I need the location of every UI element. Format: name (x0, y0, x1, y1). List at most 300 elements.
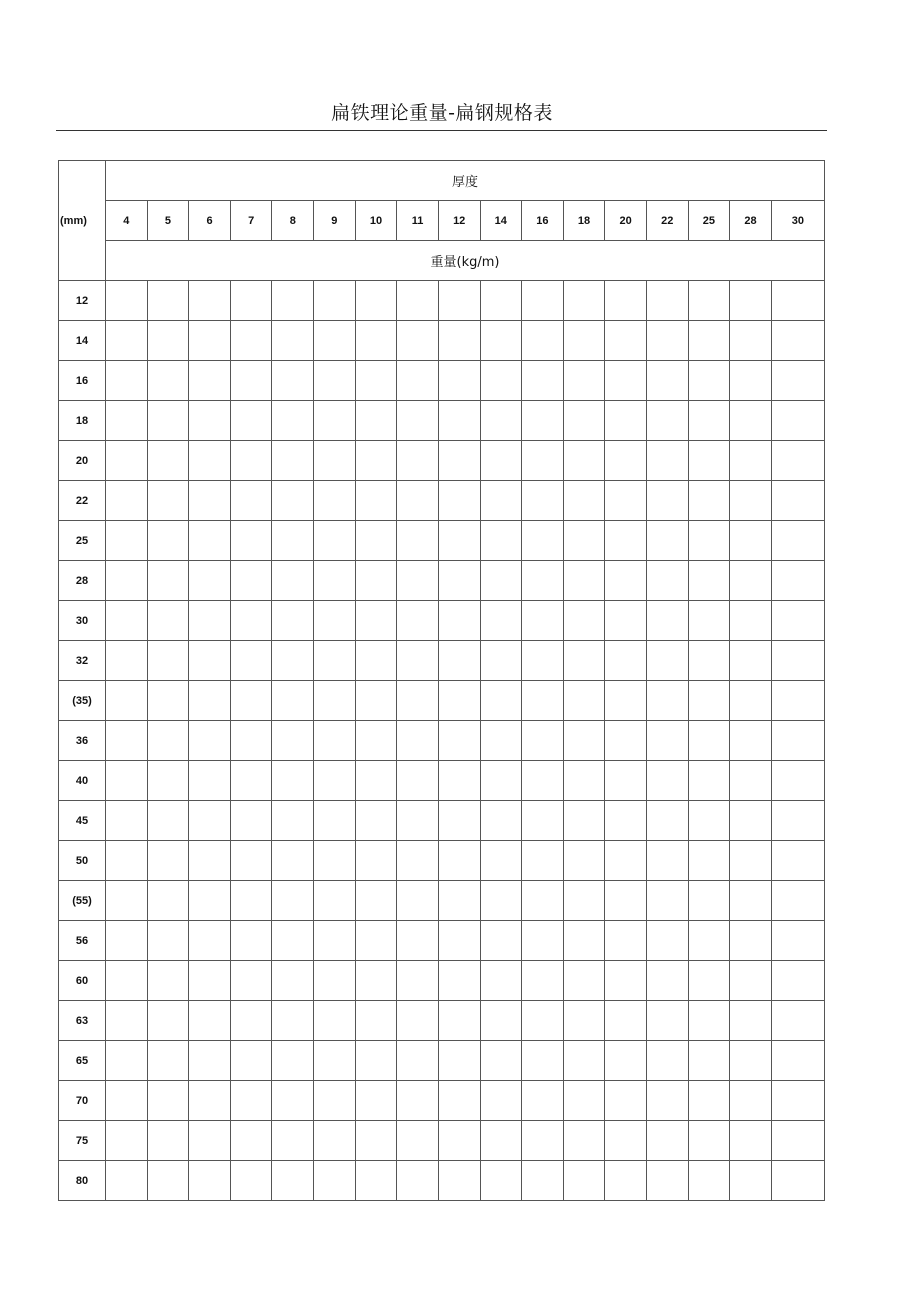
weight-value-cell (314, 761, 356, 801)
weight-value-cell (646, 801, 688, 841)
weight-value-cell (646, 321, 688, 361)
weight-value-cell (605, 641, 647, 681)
weight-value-cell (646, 681, 688, 721)
weight-value-cell (771, 561, 824, 601)
weight-value-cell (646, 1121, 688, 1161)
weight-value-cell (189, 1081, 231, 1121)
table-row (59, 601, 825, 641)
weight-value-cell (563, 401, 605, 441)
weight-value-cell (438, 761, 480, 801)
weight-value-cell (771, 721, 824, 761)
weight-value-cell (730, 801, 772, 841)
weight-value-cell (230, 681, 272, 721)
width-row-header: 56 (59, 921, 106, 961)
weight-value-cell (106, 561, 148, 601)
weight-value-cell (688, 761, 730, 801)
weight-group-header: 重量(kg/m) (106, 241, 825, 281)
weight-value-cell (771, 761, 824, 801)
weight-value-cell (272, 1081, 314, 1121)
weight-value-cell (563, 361, 605, 401)
weight-value-cell (397, 801, 439, 841)
weight-value-cell (397, 521, 439, 561)
weight-value-cell (230, 801, 272, 841)
width-row-header: 16 (59, 361, 106, 401)
width-row-header: 80 (59, 1161, 106, 1201)
weight-value-cell (688, 281, 730, 321)
title-underline (56, 130, 827, 131)
weight-value-cell (314, 1041, 356, 1081)
weight-value-cell (147, 841, 189, 881)
weight-value-cell (646, 961, 688, 1001)
weight-value-cell (771, 601, 824, 641)
width-row-header: 14 (59, 321, 106, 361)
weight-value-cell (438, 481, 480, 521)
weight-value-cell (771, 321, 824, 361)
thickness-header-cell: 28 (730, 201, 772, 241)
weight-value-cell (688, 361, 730, 401)
weight-value-cell (480, 281, 522, 321)
weight-value-cell (688, 681, 730, 721)
weight-value-cell (189, 1001, 231, 1041)
weight-value-cell (688, 1081, 730, 1121)
weight-value-cell (522, 481, 564, 521)
weight-value-cell (147, 961, 189, 1001)
weight-value-cell (480, 801, 522, 841)
weight-value-cell (646, 1001, 688, 1041)
width-row-header: 70 (59, 1081, 106, 1121)
weight-value-cell (272, 601, 314, 641)
weight-value-cell (230, 1001, 272, 1041)
weight-value-cell (147, 441, 189, 481)
weight-value-cell (397, 481, 439, 521)
weight-value-cell (522, 841, 564, 881)
thickness-header-cell: 11 (397, 201, 439, 241)
weight-value-cell (771, 1161, 824, 1201)
weight-value-cell (605, 481, 647, 521)
weight-value-cell (605, 321, 647, 361)
weight-value-cell (230, 841, 272, 881)
weight-value-cell (522, 401, 564, 441)
weight-value-cell (106, 681, 148, 721)
weight-value-cell (438, 641, 480, 681)
weight-value-cell (563, 601, 605, 641)
weight-value-cell (355, 441, 397, 481)
weight-value-cell (771, 1081, 824, 1121)
weight-value-cell (605, 281, 647, 321)
weight-value-cell (314, 1161, 356, 1201)
weight-value-cell (522, 521, 564, 561)
weight-value-cell (189, 481, 231, 521)
weight-value-cell (189, 921, 231, 961)
weight-value-cell (522, 601, 564, 641)
weight-value-cell (314, 961, 356, 1001)
weight-value-cell (147, 681, 189, 721)
width-row-header: 30 (59, 601, 106, 641)
weight-value-cell (771, 281, 824, 321)
table-row (59, 681, 825, 721)
weight-value-cell (771, 961, 824, 1001)
weight-value-cell (438, 321, 480, 361)
weight-value-cell (272, 521, 314, 561)
weight-value-cell (314, 921, 356, 961)
weight-value-cell (438, 1081, 480, 1121)
weight-value-cell (355, 961, 397, 1001)
thickness-group-header: 厚度 (106, 161, 825, 201)
spec-table (58, 160, 825, 1201)
weight-value-cell (397, 1001, 439, 1041)
weight-value-cell (480, 881, 522, 921)
weight-value-cell (189, 1161, 231, 1201)
weight-value-cell (563, 321, 605, 361)
weight-value-cell (272, 1041, 314, 1081)
weight-value-cell (605, 761, 647, 801)
weight-value-cell (438, 921, 480, 961)
weight-value-cell (230, 1081, 272, 1121)
weight-value-cell (688, 881, 730, 921)
weight-value-cell (730, 881, 772, 921)
weight-value-cell (314, 321, 356, 361)
weight-value-cell (189, 561, 231, 601)
weight-value-cell (314, 361, 356, 401)
weight-value-cell (272, 401, 314, 441)
thickness-header-cell: 14 (480, 201, 522, 241)
weight-value-cell (147, 1081, 189, 1121)
weight-value-cell (230, 601, 272, 641)
weight-value-cell (522, 1081, 564, 1121)
weight-value-cell (189, 681, 231, 721)
weight-value-cell (730, 1041, 772, 1081)
weight-value-cell (771, 641, 824, 681)
width-row-header: 32 (59, 641, 106, 681)
weight-value-cell (314, 841, 356, 881)
weight-value-cell (397, 721, 439, 761)
weight-value-cell (563, 721, 605, 761)
weight-value-cell (771, 401, 824, 441)
weight-value-cell (688, 601, 730, 641)
weight-value-cell (397, 561, 439, 601)
weight-value-cell (147, 321, 189, 361)
weight-value-cell (106, 961, 148, 1001)
weight-value-cell (480, 401, 522, 441)
weight-value-cell (355, 361, 397, 401)
weight-value-cell (147, 601, 189, 641)
weight-value-cell (397, 1121, 439, 1161)
weight-value-cell (438, 521, 480, 561)
weight-value-cell (106, 1041, 148, 1081)
weight-value-cell (480, 1081, 522, 1121)
table-row (59, 361, 825, 401)
thickness-header-cell: 6 (189, 201, 231, 241)
weight-value-cell (147, 1121, 189, 1161)
weight-value-cell (480, 441, 522, 481)
weight-value-cell (314, 561, 356, 601)
thickness-header-cell: 10 (355, 201, 397, 241)
weight-value-cell (438, 361, 480, 401)
weight-value-cell (646, 521, 688, 561)
weight-value-cell (438, 1121, 480, 1161)
weight-value-cell (563, 681, 605, 721)
weight-value-cell (272, 321, 314, 361)
weight-value-cell (522, 321, 564, 361)
weight-value-cell (522, 1041, 564, 1081)
weight-value-cell (272, 841, 314, 881)
weight-value-cell (646, 561, 688, 601)
weight-value-cell (438, 1001, 480, 1041)
weight-value-cell (314, 521, 356, 561)
width-row-header: 50 (59, 841, 106, 881)
weight-value-cell (730, 681, 772, 721)
table-row (59, 321, 825, 361)
weight-value-cell (480, 961, 522, 1001)
weight-value-cell (605, 361, 647, 401)
weight-value-cell (646, 1081, 688, 1121)
weight-value-cell (355, 561, 397, 601)
weight-value-cell (771, 361, 824, 401)
table-row (59, 1161, 825, 1201)
weight-value-cell (730, 361, 772, 401)
weight-value-cell (771, 1121, 824, 1161)
weight-value-cell (522, 561, 564, 601)
weight-value-cell (730, 1001, 772, 1041)
weight-value-cell (106, 1081, 148, 1121)
weight-value-cell (355, 601, 397, 641)
weight-value-cell (147, 401, 189, 441)
weight-value-cell (688, 961, 730, 1001)
thickness-header-cell: 16 (522, 201, 564, 241)
weight-value-cell (646, 721, 688, 761)
weight-value-cell (397, 761, 439, 801)
weight-value-cell (106, 801, 148, 841)
weight-value-cell (230, 441, 272, 481)
weight-value-cell (230, 761, 272, 801)
weight-value-cell (646, 921, 688, 961)
weight-value-cell (189, 1121, 231, 1161)
weight-value-cell (397, 1041, 439, 1081)
weight-value-cell (522, 1001, 564, 1041)
weight-value-cell (563, 441, 605, 481)
weight-value-cell (688, 561, 730, 601)
weight-value-cell (438, 441, 480, 481)
weight-value-cell (314, 641, 356, 681)
weight-value-cell (147, 721, 189, 761)
weight-value-cell (272, 641, 314, 681)
weight-value-cell (272, 961, 314, 1001)
weight-value-cell (355, 921, 397, 961)
weight-value-cell (605, 561, 647, 601)
weight-value-cell (438, 561, 480, 601)
weight-value-cell (397, 601, 439, 641)
weight-value-cell (147, 1041, 189, 1081)
thickness-header-cell: 12 (438, 201, 480, 241)
weight-value-cell (189, 601, 231, 641)
weight-value-cell (730, 521, 772, 561)
table-row (59, 921, 825, 961)
weight-value-cell (563, 841, 605, 881)
weight-value-cell (438, 881, 480, 921)
weight-value-cell (563, 1001, 605, 1041)
weight-value-cell (397, 281, 439, 321)
weight-value-cell (771, 1041, 824, 1081)
weight-value-cell (480, 841, 522, 881)
table-row (59, 641, 825, 681)
weight-value-cell (522, 1161, 564, 1201)
weight-value-cell (397, 441, 439, 481)
weight-value-cell (522, 961, 564, 1001)
weight-value-cell (272, 1001, 314, 1041)
weight-value-cell (771, 521, 824, 561)
thickness-header-cell: 5 (147, 201, 189, 241)
weight-value-cell (730, 761, 772, 801)
weight-value-cell (522, 681, 564, 721)
weight-value-cell (230, 521, 272, 561)
weight-value-cell (230, 641, 272, 681)
weight-value-cell (397, 841, 439, 881)
weight-value-cell (605, 401, 647, 441)
weight-value-cell (355, 881, 397, 921)
weight-value-cell (730, 1081, 772, 1121)
thickness-header-cell: 30 (771, 201, 824, 241)
weight-value-cell (688, 321, 730, 361)
weight-value-cell (646, 401, 688, 441)
weight-value-cell (106, 321, 148, 361)
weight-value-cell (563, 521, 605, 561)
weight-value-cell (688, 481, 730, 521)
weight-value-cell (106, 481, 148, 521)
weight-value-cell (355, 1041, 397, 1081)
weight-value-cell (605, 1121, 647, 1161)
weight-value-cell (272, 281, 314, 321)
width-row-header: 22 (59, 481, 106, 521)
weight-value-cell (522, 921, 564, 961)
weight-value-cell (688, 401, 730, 441)
header-row-thickness (59, 161, 825, 201)
width-row-header: 63 (59, 1001, 106, 1041)
weight-value-cell (397, 681, 439, 721)
weight-value-cell (397, 641, 439, 681)
weight-value-cell (688, 1041, 730, 1081)
table-row (59, 961, 825, 1001)
weight-value-cell (605, 841, 647, 881)
weight-value-cell (397, 881, 439, 921)
weight-value-cell (355, 1161, 397, 1201)
weight-value-cell (730, 641, 772, 681)
weight-value-cell (563, 801, 605, 841)
weight-value-cell (438, 1041, 480, 1081)
weight-value-cell (688, 1121, 730, 1161)
weight-value-cell (106, 401, 148, 441)
width-row-header: 65 (59, 1041, 106, 1081)
weight-value-cell (314, 881, 356, 921)
table-row (59, 1041, 825, 1081)
weight-value-cell (230, 481, 272, 521)
weight-value-cell (189, 841, 231, 881)
weight-value-cell (106, 1001, 148, 1041)
width-row-header: 20 (59, 441, 106, 481)
page-title: 扁铁理论重量-扁钢规格表 (331, 102, 553, 124)
weight-value-cell (480, 361, 522, 401)
weight-value-cell (605, 921, 647, 961)
weight-value-cell (438, 401, 480, 441)
weight-value-cell (355, 281, 397, 321)
table-row (59, 801, 825, 841)
weight-value-cell (688, 801, 730, 841)
thickness-header-cell: 25 (688, 201, 730, 241)
weight-value-cell (272, 881, 314, 921)
weight-value-cell (272, 721, 314, 761)
weight-value-cell (480, 521, 522, 561)
weight-value-cell (438, 681, 480, 721)
weight-value-cell (147, 881, 189, 921)
weight-value-cell (106, 921, 148, 961)
weight-value-cell (522, 361, 564, 401)
weight-value-cell (730, 601, 772, 641)
weight-value-cell (230, 401, 272, 441)
weight-value-cell (605, 881, 647, 921)
thickness-header-cell: 8 (272, 201, 314, 241)
weight-value-cell (355, 801, 397, 841)
weight-value-cell (230, 361, 272, 401)
weight-value-cell (480, 601, 522, 641)
weight-value-cell (522, 881, 564, 921)
weight-value-cell (730, 1161, 772, 1201)
weight-value-cell (771, 801, 824, 841)
weight-value-cell (189, 281, 231, 321)
weight-value-cell (646, 641, 688, 681)
weight-value-cell (646, 361, 688, 401)
weight-value-cell (106, 881, 148, 921)
weight-value-cell (605, 961, 647, 1001)
weight-value-cell (189, 361, 231, 401)
weight-value-cell (563, 481, 605, 521)
weight-value-cell (480, 761, 522, 801)
weight-value-cell (230, 721, 272, 761)
weight-value-cell (272, 481, 314, 521)
table-row (59, 1121, 825, 1161)
weight-value-cell (314, 481, 356, 521)
width-unit-header: (mm) (59, 161, 106, 281)
weight-value-cell (605, 721, 647, 761)
weight-value-cell (189, 641, 231, 681)
weight-value-cell (605, 441, 647, 481)
weight-value-cell (189, 721, 231, 761)
weight-value-cell (730, 1121, 772, 1161)
width-row-header: 75 (59, 1121, 106, 1161)
thickness-header-cell: 22 (646, 201, 688, 241)
weight-value-cell (563, 1041, 605, 1081)
weight-value-cell (563, 561, 605, 601)
weight-value-cell (438, 601, 480, 641)
weight-value-cell (272, 801, 314, 841)
weight-value-cell (605, 801, 647, 841)
table-row (59, 1001, 825, 1041)
weight-value-cell (480, 1121, 522, 1161)
thickness-header-cell: 7 (230, 201, 272, 241)
weight-value-cell (106, 1121, 148, 1161)
weight-value-cell (522, 441, 564, 481)
weight-value-cell (189, 961, 231, 1001)
weight-value-cell (189, 441, 231, 481)
weight-value-cell (771, 841, 824, 881)
width-row-header: 45 (59, 801, 106, 841)
weight-value-cell (189, 521, 231, 561)
weight-value-cell (106, 441, 148, 481)
table-row (59, 561, 825, 601)
weight-value-cell (438, 961, 480, 1001)
weight-value-cell (272, 361, 314, 401)
weight-value-cell (646, 1041, 688, 1081)
weight-value-cell (480, 721, 522, 761)
weight-value-cell (230, 281, 272, 321)
